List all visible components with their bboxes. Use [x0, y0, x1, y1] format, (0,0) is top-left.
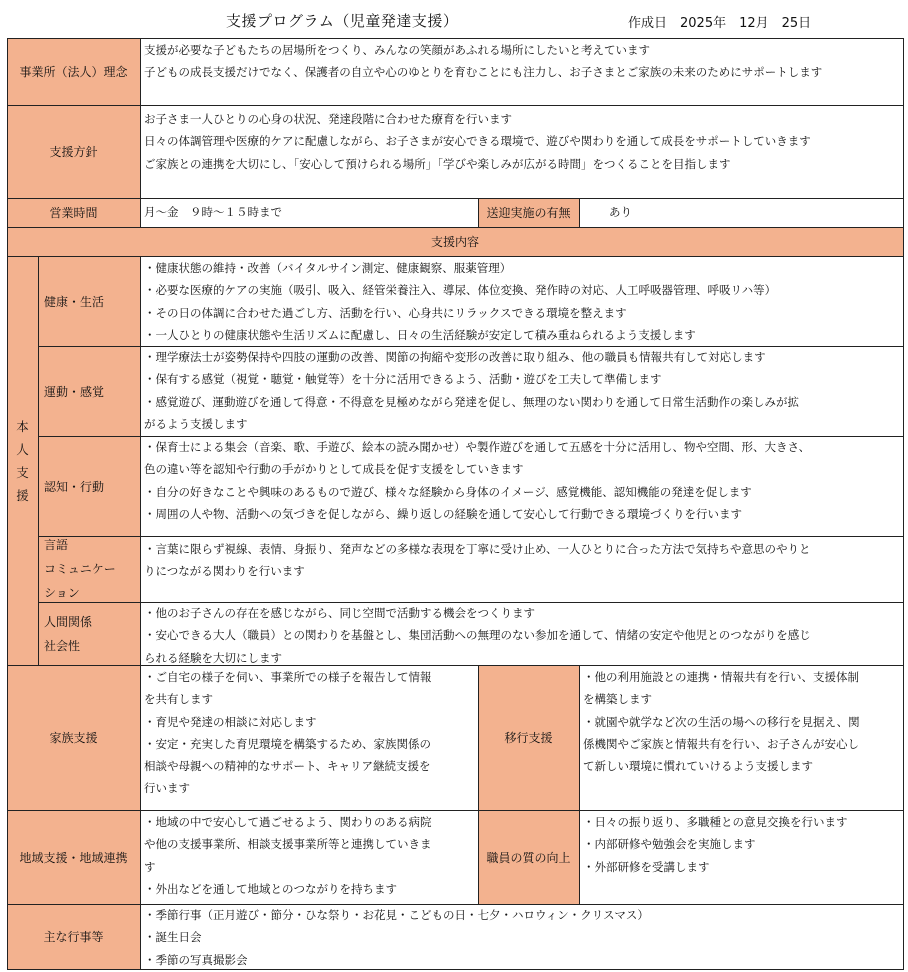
text-line: ・感覚遊び、運動遊びを通して得意・不得意を見極めながら発達を促し、無理のない関わりを通して日常生活動作の楽しみが拡 — [144, 394, 800, 409]
grid-line — [7, 227, 903, 228]
motor-sensory-text — [140, 346, 903, 436]
text-line: ご家族との連携を大切にし、「安心して預けられる場所」「学びや楽しみが広がる時間」をつくることを目指します — [144, 156, 731, 171]
hours-value: 月～金 ９時～１５時まで — [144, 205, 282, 219]
label-line: ション — [44, 586, 80, 600]
transition-support-label: 移行支援 — [478, 665, 579, 810]
text-line: ・安心できる大人（職員）との関わりを基盤とし、集団活動への無理のない参加を通して、情緒の安定や他児とのつながりを感じ — [144, 628, 811, 643]
text-line: ・理学療法士が姿勢保持や四肢の運動の改善、関節の拘縮や変形の改善に取り組み、他の職員も情報共有して対応します — [144, 350, 766, 364]
support-section-label: 支援内容 — [7, 227, 903, 256]
text-line: ・外部研修を受講します — [583, 859, 710, 874]
personal-support-char: 本 — [16, 418, 29, 434]
text-line: 係機関やご家族と情報共有を行い、お子さんが安心し — [583, 736, 859, 751]
text-line: ・内部研修や勉強会を実施します — [583, 837, 756, 852]
title-row — [0, 0, 908, 38]
cognition-behavior-label: 認知・行動 — [38, 436, 140, 536]
grid-line — [140, 256, 141, 969]
text-line: ・就園や就学など次の生活の場への移行を見据え、関 — [583, 714, 860, 729]
grid-line — [7, 969, 903, 970]
grid-line — [7, 810, 903, 811]
grid-line — [579, 198, 580, 227]
health-life-label: 健康・生活 — [38, 256, 140, 346]
community-support-text — [140, 810, 478, 904]
grid-line — [38, 536, 903, 537]
text-line: ・季節行事（正月遊び・節分・ひな祭り・お花見・こどもの日・七夕・ハロウィン・クリスマス） — [144, 908, 649, 922]
events-text — [140, 904, 903, 969]
community-support-label: 地域支援・地域連携 — [7, 810, 140, 904]
language-communication-label — [38, 536, 140, 602]
health-life-text — [140, 256, 903, 346]
text-line: お子さま一人ひとりの心身の状況、発達段階に合わせた療育を行います — [144, 112, 512, 126]
text-line: ・他の利用施設との連携・情報共有を行い、支援体制 — [583, 670, 859, 684]
personal-support-label — [7, 256, 38, 665]
social-relations-label — [38, 602, 140, 665]
text-line: ・季節の写真撮影会 — [144, 952, 248, 967]
events-label: 主な行事等 — [7, 904, 140, 969]
grid-line — [7, 38, 903, 39]
grid-line — [7, 105, 903, 106]
text-line: ・言葉に限らず視線、表情、身振り、発声などの多様な表現を丁寧に受け止め、一人ひとりに合った方法で気持ちや意思のやりと — [144, 542, 811, 556]
text-line: ・自分の好きなことや興味のあるもので遊び、様々な経験から身体のイメージ、感覚機能、認知機能の発達を促します — [144, 484, 752, 499]
label-line: 人間関係 — [44, 614, 93, 629]
grid-line — [478, 665, 479, 904]
text-line: ・地域の中で安心して過ごせるよう、関わりのある病院 — [144, 815, 432, 829]
text-line: 色の違い等を認知や行動の手がかりとして成長を促す支援をしていきます — [144, 462, 524, 477]
text-line: を共有します — [144, 692, 213, 707]
text-line: 行います — [144, 781, 190, 796]
text-line: ・日々の振り返り、多職種との意見交換を行います — [583, 815, 848, 829]
text-line: 支援が必要な子どもたちの居場所をつくり、みんなの笑顔があふれる場所にしたいと考えています — [144, 43, 650, 57]
hours-label: 営業時間 — [7, 198, 140, 227]
cognition-behavior-text — [140, 436, 903, 536]
grid-line — [7, 198, 903, 199]
text-line: ・安定・充実した育児環境を構築するため、家族関係の — [144, 736, 432, 751]
text-line: ・ご自宅の様子を伺い、事業所での様子を報告して情報 — [144, 670, 432, 684]
text-line: 相談や母親への精神的なサポート、キャリア継続支援を — [144, 759, 431, 774]
text-line: ・外出などを通して地域とのつながりを持ちます — [144, 881, 397, 896]
created-date: 作成日 2025年 12月 25日 — [628, 16, 812, 31]
language-communication-text — [140, 536, 903, 602]
text-line: を構築します — [583, 692, 652, 707]
grid-line — [7, 38, 8, 970]
grid-line — [38, 256, 39, 665]
text-line: られる経験を大切にします — [144, 650, 282, 665]
family-support-text — [140, 665, 478, 810]
transport-label: 送迎実施の有無 — [478, 198, 579, 227]
grid-line — [38, 602, 903, 603]
staff-quality-text — [579, 810, 903, 904]
grid-line — [7, 256, 903, 257]
grid-line — [478, 198, 479, 227]
text-line: て新しい環境に慣れていけるよう支援します — [583, 759, 813, 774]
personal-support-char: 人 — [16, 441, 29, 457]
staff-quality-label: 職員の質の向上 — [478, 810, 579, 904]
text-line: や他の支援事業所、相談支援事業所等と連携していきま — [144, 837, 432, 852]
grid-line — [38, 346, 903, 347]
grid-line — [579, 665, 580, 904]
text-line: ・育児や発達の相談に対応します — [144, 714, 317, 729]
text-line: す — [144, 859, 156, 874]
text-line: 子どもの成長支援だけでなく、保護者の自立や心のゆとりを育むことにも注力し、お子さまとご家族の未来のためにサポートします — [144, 65, 823, 80]
grid-line — [7, 665, 903, 666]
grid-line — [38, 436, 903, 437]
grid-line — [7, 904, 903, 905]
text-line: ・保育士による集会（音楽、歌、手遊び、絵本の読み聞かせ）や製作遊びを通して五感を十分に活用し、物や空間、形、大きさ、 — [144, 440, 811, 454]
text-line: がるよう支援します — [144, 416, 248, 431]
transport-value: あり — [609, 205, 632, 219]
philosophy-text — [140, 38, 903, 105]
personal-support-char: 援 — [16, 487, 29, 503]
text-line: ・その日の体調に合わせた過ごし方、活動を行い、心身共にリラックスできる環境を整えます — [144, 305, 627, 320]
social-relations-text — [140, 602, 903, 665]
grid-line — [903, 38, 904, 970]
label-line: 言語 — [44, 538, 69, 552]
grid-line — [140, 38, 141, 227]
text-line: ・周囲の人や物、活動への気づきを促しながら、繰り返しの経験を通して安心して行動できる環境づくりを行います — [144, 506, 742, 521]
policy-label: 支援方針 — [7, 105, 140, 198]
family-support-label: 家族支援 — [7, 665, 140, 810]
philosophy-label: 事業所（法人）理念 — [7, 38, 140, 105]
motor-sensory-label: 運動・感覚 — [38, 346, 140, 436]
policy-text — [140, 105, 903, 198]
text-line: ・健康状態の維持・改善（バイタルサイン測定、健康観察、服薬管理） — [144, 261, 512, 275]
text-line: ・他のお子さんの存在を感じながら、同じ空間で活動する機会をつくります — [144, 606, 535, 620]
transition-support-text — [579, 665, 903, 810]
text-line: ・保有する感覚（視覚・聴覚・触覚等）を十分に活用できるよう、活動・遊びを工夫して準備します — [144, 372, 662, 387]
label-line: コミュニケー — [44, 562, 116, 576]
text-line: ・誕生日会 — [144, 930, 202, 945]
label-line: 社会性 — [44, 638, 81, 653]
personal-support-char: 支 — [16, 464, 29, 480]
text-line: ・一人ひとりの健康状態や生活リズムに配慮し、日々の生活経験が安定して積み重ねられるよう支援します — [144, 327, 696, 342]
text-line: りにつながる関わりを行います — [144, 564, 305, 579]
text-line: 日々の体調管理や医療的ケアに配慮しながら、お子さまが安心できる環境で、遊びや関わりを通して成長をサポートしていきます — [144, 134, 811, 149]
page-title: 支援プログラム（児童発達支援） — [226, 12, 459, 30]
text-line: ・必要な医療的ケアの実施（吸引、吸入、経管栄養注入、導尿、体位変換、発作時の対応、人工呼吸器管理、呼吸リハ等） — [144, 283, 777, 298]
